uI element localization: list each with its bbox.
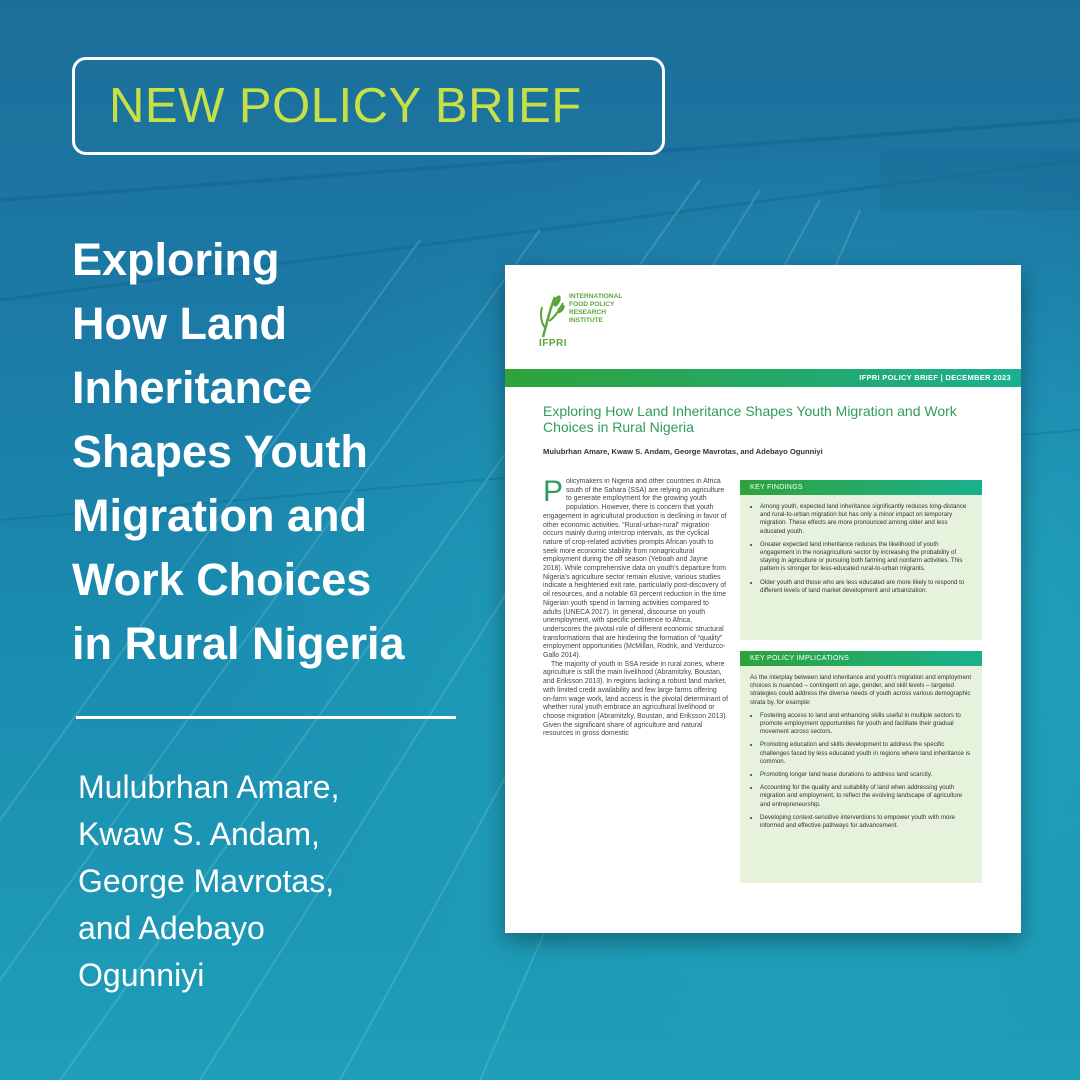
headline-line: in Rural Nigeria xyxy=(72,618,405,669)
finding-item: • Greater expected land inheritance reduces the likelihood of youth engagement in the nonagriculture sector by increasing the probability of staying in agriculture or pursuing both farming and nonfarm activities. This pattern is stronger for less-educated rural-to-urban migrants. xyxy=(760,541,972,574)
document-title: Exploring How Land Inheritance Shapes Youth Migration and Work Choices in Rural Nigeria xyxy=(543,403,957,435)
ifpri-logo xyxy=(539,293,649,353)
dropcap: P xyxy=(543,478,564,508)
series-band xyxy=(505,369,1021,387)
implication-item: • Developing context-sensitive interventions to empower youth with more informed and effective pathways for advancement. xyxy=(760,814,972,830)
policy-intro: As the interplay between land inheritance and youth’s migration and employment choices is nuanced – contingent on age, gender, and skill levels – targeted strategies could address the diverse needs of youth across various demographic strata by, for example: xyxy=(750,674,972,706)
headline-line: Exploring xyxy=(72,234,280,285)
key-findings-heading: KEY FINDINGS xyxy=(740,480,982,495)
logo-name-line: RESEARCH xyxy=(569,309,607,316)
headline xyxy=(72,228,502,676)
implication-item: • Fostering access to land and enhancing skills useful in multiple sectors to promote employment opportunities for youth and facilitate their gradual movement across sectors. xyxy=(760,712,972,737)
implication-item: • Promoting longer land lease durations to address land scarcity. xyxy=(760,771,972,779)
author-line: Mulubrhan Amare, xyxy=(78,769,340,805)
series-date: IFPRI POLICY BRIEF | DECEMBER 2023 xyxy=(859,373,1011,382)
headline-line: Shapes Youth xyxy=(72,426,368,477)
policy-brief-document xyxy=(505,265,1021,933)
author-line: Kwaw S. Andam, xyxy=(78,816,320,852)
author-line: Ogunniyi xyxy=(78,957,205,993)
headline-line: Inheritance xyxy=(72,362,313,413)
policy-implications-heading: KEY POLICY IMPLICATIONS xyxy=(740,651,982,666)
author-line: George Mavrotas, xyxy=(78,863,335,899)
wheat-icon xyxy=(539,293,565,339)
logo-name-line: INSTITUTE xyxy=(569,317,604,324)
body-text xyxy=(543,478,728,888)
logo-name-line: FOOD POLICY xyxy=(569,301,615,308)
key-findings-box xyxy=(740,480,982,640)
headline-line: How Land xyxy=(72,298,287,349)
document-authors: Mulubrhan Amare, Kwaw S. Andam, George Mavrotas, and Adebayo Ogunniyi xyxy=(543,447,823,456)
headline-line: Work Choices xyxy=(72,554,372,605)
badge-label: NEW POLICY BRIEF xyxy=(109,79,582,133)
logo-name-line: INTERNATIONAL xyxy=(569,293,623,300)
new-policy-brief-badge xyxy=(72,57,665,155)
author-list xyxy=(78,764,458,999)
headline-line: Migration and xyxy=(72,490,367,541)
finding-item: • Among youth, expected land inheritance significantly reduces long-distance and rural-to-urban migration but has only a minor impact on temporary migration. These effects are more pronounced among older and less educated youth. xyxy=(760,503,972,536)
body-paragraph: The majority of youth in SSA reside in rural zones, where agriculture is still the main livelihood (Abramitzky, Boustan, and Eriksson 2013). In regions lacking a robust land market, with limited credit availability and few large farms offering on-farm wage work, land access is the pivotal determinant of whether rural youth embrace an agricultural livelihood or choose migration (Abramitzky, Boustan, and Eriksson 2013). Given the significant share of agriculture and natural resources in gross domestic xyxy=(543,660,728,738)
implication-item: • Promoting education and skills development to address the specific challenges faced by less educated youth in regions where land inheritance is common. xyxy=(760,741,972,766)
author-line: and Adebayo xyxy=(78,910,265,946)
body-paragraph: olicymakers in Nigeria and other countries in Africa south of the Sahara (SSA) are relying on agriculture to generate employment for the growing youth population. However, there is concern that youth engagement in agricultural production is declining in favor of other economic activities. “Rural-urban-rural” migration occurs mainly during intercrop intervals, as the cyclical nature of crop-related activities prompts African youth to seek more economic stability from nonagricultural employment during the off season (Yeboah and Jayne 2018). While comprehensive data on youth’s departure from Nigeria’s agriculture sector remain elusive, various studies indicate a heightened exit rate, particularly post-discovery of oil resources, and a notable 63 percent reduction in the time Nigerian youth spend in farming activities compared to adults (UNECA 2017). In general, discourse on youth unemployment, with specific pertinence to Africa, underscores the pivotal role of different economic structural transformations that are hindering the formation of “quality” employment opportunities (McMillan, Rodrik, and Verduzco-Gallo 2014). xyxy=(543,478,727,660)
finding-item: • Older youth and those who are less educated are more likely to respond to different levels of land market development and urbanization. xyxy=(760,579,972,595)
logo-name xyxy=(569,293,649,325)
logo-acronym: IFPRI xyxy=(539,338,568,349)
implication-item: • Accounting for the quality and suitability of land when addressing youth migration and employment, to reflect the evolving landscape of agriculture and entrepreneurship. xyxy=(760,784,972,809)
divider xyxy=(76,716,456,719)
policy-implications-box xyxy=(740,651,982,883)
